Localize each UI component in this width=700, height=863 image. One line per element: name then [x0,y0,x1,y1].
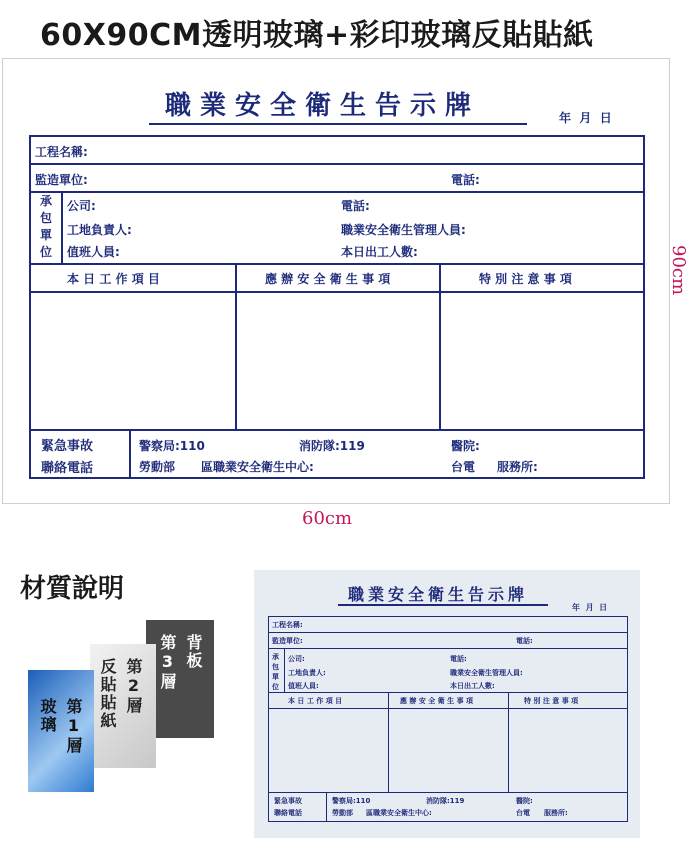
contractor-label: 承 包 單 位 [40,194,53,259]
safety-manager-label: 職業安全衛生管理人員: [341,223,466,237]
layer3-number: 第3層 [158,634,177,691]
layer3-name: 背板 [184,634,203,670]
photo-safety-manager: 職業安全衛生管理人員: [450,669,523,677]
col-special-notes: 特 別 注 意 事 項 [479,272,572,286]
site-manager-label: 工地負責人: [67,223,132,237]
photo-company: 公司: [288,655,305,663]
photo-workers: 本日出工人數: [450,682,495,690]
sign-board [2,58,670,504]
material-title: 材質說明 [20,574,125,604]
board-table [29,135,645,479]
photo-col2: 應 辦 安 全 衛 生 事 項 [400,697,474,705]
photo-labor-center: 區職業安全衛生中心: [366,809,432,817]
police-number: 警察局:110 [139,439,205,453]
photo-emergency-2: 聯絡電話 [274,809,302,817]
labor-label: 勞動部 [139,460,176,474]
photo-phone: 電話: [516,637,533,645]
layer1-number: 第1層 [64,698,83,755]
layer-backboard [146,620,214,738]
supervisor-label: 監造單位: [35,173,88,187]
layer-sticker [90,644,156,768]
photo-title: 職業安全衛生告示牌 [348,585,529,604]
layer-glass [28,670,94,792]
sign-photo [254,570,640,838]
duty-staff-label: 值班人員: [67,245,120,259]
width-dimension: 60cm [302,508,353,529]
labor-center-label: 區職業安全衛生中心: [201,460,314,474]
photo-emergency-1: 緊急事故 [274,797,302,805]
supervisor-phone-label: 電話: [451,173,480,187]
height-dimension: 90cm [668,245,689,296]
col-work-items: 本 日 工 作 項 目 [67,272,160,286]
photo-police: 警察局:110 [332,797,371,805]
service-label: 服務所: [497,460,538,474]
photo-col1: 本 日 工 作 項 目 [288,697,343,705]
emergency-label-1: 緊急事故 [41,439,94,454]
photo-supervisor: 監造單位: [272,637,303,645]
photo-power: 台電 [516,809,530,817]
photo-col3: 特 別 注 意 事 項 [524,697,579,705]
photo-duty-staff: 值班人員: [288,682,319,690]
company-label: 公司: [67,199,96,213]
emergency-label-2: 聯絡電話 [41,461,94,476]
photo-labor: 勞動部 [332,809,353,817]
hospital-label: 醫院: [451,439,480,453]
photo-fire: 消防隊:119 [426,797,465,805]
power-label: 台電 [451,460,476,474]
photo-site-manager: 工地負責人: [288,669,326,677]
company-phone-label: 電話: [341,199,370,213]
board-title: 職業安全衛生告示牌 [165,91,481,121]
workers-today-label: 本日出工人數: [341,245,418,259]
project-name-label: 工程名稱: [35,145,88,159]
photo-contractor: 承 包 單 位 [272,653,279,691]
page-heading: 60X90CM透明玻璃+彩印玻璃反貼貼紙 [40,18,594,53]
layer2-name: 反貼貼紙 [98,658,117,730]
photo-hospital: 醫院: [516,797,533,805]
photo-company-phone: 電話: [450,655,467,663]
photo-service: 服務所: [544,809,568,817]
photo-date: 年 月 日 [572,603,608,612]
fire-number: 消防隊:119 [299,439,365,453]
photo-project: 工程名稱: [272,621,303,629]
layer2-number: 第2層 [124,658,143,715]
layer1-name: 玻璃 [38,698,57,734]
board-date: 年 月 日 [559,111,612,125]
col-safety-items: 應 辦 安 全 衛 生 事 項 [265,272,391,286]
